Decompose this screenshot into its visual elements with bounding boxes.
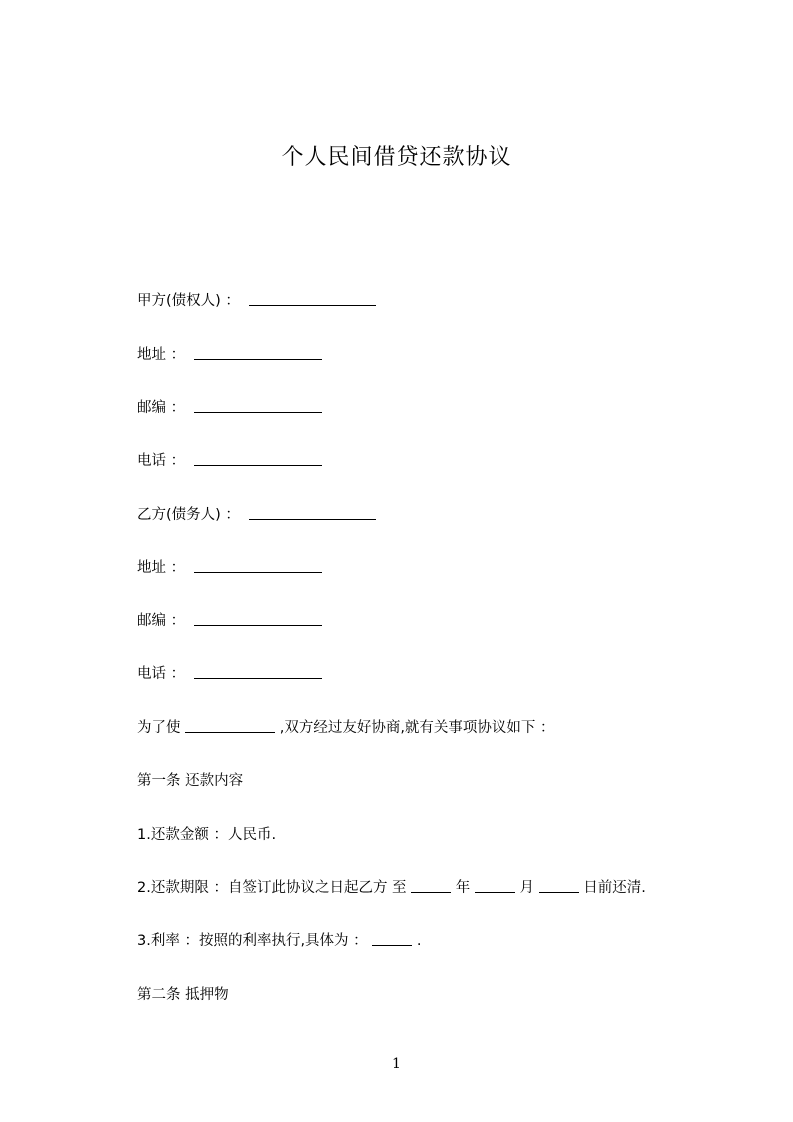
article-2-heading: 第二条 抵押物 (137, 987, 229, 1003)
purpose-blank[interactable] (185, 718, 275, 733)
article-1-item-2 (137, 878, 646, 898)
day-blank[interactable] (539, 878, 579, 893)
interest-rate-blank[interactable] (372, 931, 412, 946)
repayment-term-suffix: 日前还清. (583, 880, 646, 896)
article-1-heading: 第一条 还款内容 (137, 773, 244, 789)
party-a-blank[interactable] (249, 291, 376, 306)
page-number: 1 (392, 1056, 401, 1072)
month-label: 月 (519, 880, 534, 896)
party-b-address-line (137, 558, 322, 578)
party-a-postcode-line (137, 398, 322, 418)
interest-rate-suffix: . (416, 933, 422, 949)
party-a-label: 甲方(债权人) ： (137, 293, 240, 309)
party-a-address-blank[interactable] (194, 345, 322, 360)
party-b-postcode-blank[interactable] (194, 611, 322, 626)
party-b-address-label: 地址 ： (137, 560, 186, 576)
party-a-phone-label: 电话 ： (137, 453, 186, 469)
month-blank[interactable] (475, 878, 515, 893)
party-b-postcode-line (137, 611, 322, 631)
party-a-line (137, 291, 376, 311)
repayment-term-prefix: 2.还款期限 ：自签订此协议之日起乙方 至 (137, 880, 412, 896)
article-1-item-3 (137, 931, 422, 951)
party-b-phone-line (137, 664, 322, 684)
party-a-phone-line (137, 451, 322, 471)
party-b-phone-blank[interactable] (194, 664, 322, 679)
party-b-address-blank[interactable] (194, 558, 322, 573)
party-a-postcode-blank[interactable] (194, 398, 322, 413)
party-b-blank[interactable] (249, 505, 376, 520)
year-blank[interactable] (411, 878, 451, 893)
year-label: 年 (455, 880, 471, 896)
party-b-line (137, 505, 376, 525)
purpose-line (137, 718, 555, 738)
party-b-label: 乙方(债务人) ： (137, 507, 240, 523)
purpose-suffix: ,双方经过友好协商,就有关事项协议如下 ： (279, 720, 555, 736)
party-a-address-label: 地址 ： (137, 347, 186, 363)
party-b-phone-label: 电话 ： (137, 666, 186, 682)
party-a-phone-blank[interactable] (194, 451, 322, 466)
interest-rate-prefix: 3.利率 ：按照的利率执行,具体为 ： (137, 933, 368, 949)
page-title: 个人民间借贷还款协议 (281, 145, 512, 170)
party-a-postcode-label: 邮编 ： (137, 400, 186, 416)
purpose-prefix: 为了使 (137, 720, 186, 736)
party-a-address-line (137, 345, 322, 365)
article-1-item-1: 1.还款金额 ：人民币. (137, 827, 277, 843)
party-b-postcode-label: 邮编 ： (137, 613, 186, 629)
